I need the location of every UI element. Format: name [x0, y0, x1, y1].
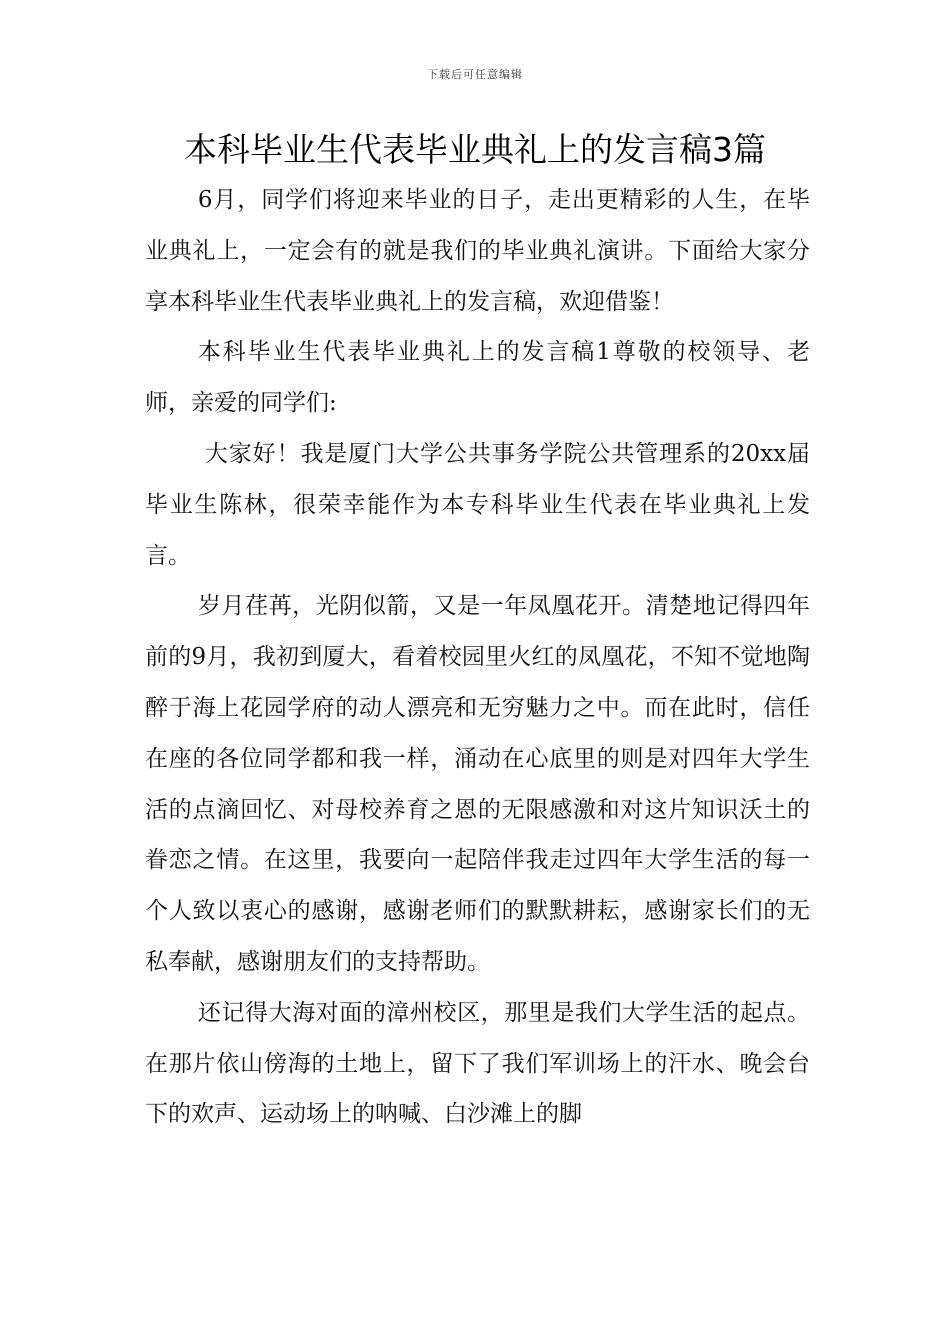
document-body	[145, 175, 810, 1140]
paragraph-zhangzhou: 还记得大海对面的漳州校区，那里是我们大学生活的起点。在那片依山傍海的土地上，留下了我们军训场上的汗水、晚会台下的欢声、运动场上的呐喊、白沙滩上的脚	[145, 999, 810, 1128]
paragraph-greeting: 大家好！我是厦门大学公共事务学院公共管理系的20xx届毕业生陈林，很荣幸能作为本专科毕业生代表在毕业典礼上发言。	[145, 440, 810, 569]
paragraph-speech-heading: 本科毕业生代表毕业典礼上的发言稿1尊敬的校领导、老师，亲爱的同学们:	[145, 339, 810, 417]
header-note: 下载后可任意编辑	[427, 68, 523, 81]
paragraph-memories: 岁月荏苒，光阴似箭，又是一年凤凰花开。清楚地记得四年前的9月，我初到厦大，看着校园里火红的凤凰花，不知不觉地陶醉于海上花园学府的动人漂亮和无穷魅力之中。而在此时，信任在座的各位同学都和我一样，涌动在心底里的则是对四年大学生活的点滴回忆、对母校养育之恩的无限感激和对这片知识沃土的眷恋之情。在这里，我要向一起陪伴我走过四年大学生活的每一个人致以衷心的感谢，感谢老师们的默默耕耘，感谢家长们的无私奉献，感谢朋友们的支持帮助。	[145, 593, 810, 975]
paragraph-intro: 6月，同学们将迎来毕业的日子，走出更精彩的人生，在毕业典礼上，一定会有的就是我们的毕业典礼演讲。下面给大家分享本科毕业生代表毕业典礼上的发言稿，欢迎借鉴！	[145, 187, 810, 315]
document-title: 本科毕业生代表毕业典礼上的发言稿3篇	[184, 130, 766, 169]
